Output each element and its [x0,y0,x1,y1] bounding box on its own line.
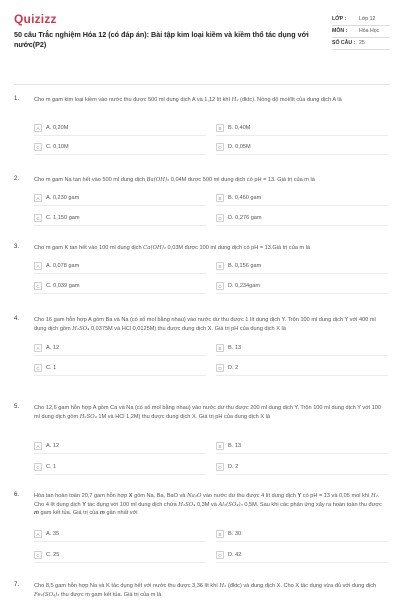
answer-option-d[interactable] [216,213,388,223]
question-text-part: Cho m gam kim loại kiềm vào nước thu được 500 ml dung dịch A và 1,12 lít khí [34,97,232,103]
option-letter-box: B [216,344,224,352]
question-text-part: 1M và HCl 1,2M) thu được dung dịch X. Giá trị pH của dung dịch X là [96,413,270,420]
question-text-part: X [128,493,133,499]
page-title: 50 câu Trắc nghiệm Hóa 12 (có đáp án): Bài tập kim loại kiềm và kiềm thổ tác dụng với nước(P2) [14,30,309,49]
option-letter-box: B [216,124,224,132]
meta-count-label: SỐ CÂU : [332,40,356,46]
question-text-part: 0,04M được 500 ml dung dịch có pH = 13. Giá trị của m là [169,177,315,183]
option-letter-box: B [216,442,224,450]
question-text-part: Ba(OH)₂ [146,177,170,183]
question-text-part: Cho m gam K tan hết vào 100 ml dung dịch [34,245,144,251]
option-letter-box: D [216,463,224,471]
option-text: D. 0,276 gam [228,215,262,221]
answer-option-b[interactable] [216,193,388,203]
question-text-part: 0,3M và [195,501,219,508]
question-text-part: tác dụng với 100 ml dung dịch chứa [85,501,179,508]
answer-option-c[interactable] [34,550,206,560]
option-underline [216,154,388,155]
question-text-part: Fe₂(SO₄)₃ [34,591,60,598]
question-text-part: 0,5M. Sau khi các phản ứng xảy ra hoàn toàn thu được [242,501,382,508]
option-text: C. 1,150 gam [46,215,80,221]
answer-option-a[interactable] [34,343,206,353]
answer-option-b[interactable] [216,261,388,271]
option-letter-box: C [34,364,42,372]
question-text-part: gần nhất với [104,510,138,516]
option-text: D. 0,05M [228,144,251,150]
option-underline [216,225,388,226]
question-text-part: Hòa tan hoàn toàn 20,7 gam hỗn hợp [34,493,129,499]
option-underline [216,375,388,376]
answer-option-b[interactable] [216,343,388,353]
question-number: 1. [14,96,20,102]
question-text-part: Cho m gam Na tan hết vào 500 ml dung dịch [34,177,147,183]
answer-option-a[interactable] [34,123,206,133]
meta-count-value: 25 [359,40,365,46]
quizizz-logo: Quizizz [14,12,57,26]
option-letter-box: B [216,194,224,202]
option-underline [34,355,206,356]
meta-class-row [332,14,390,26]
option-text: C. 1 [46,365,57,371]
question-number: 5. [14,404,20,410]
answer-option-c[interactable] [34,363,206,373]
answer-option-c[interactable] [34,462,206,472]
answer-option-d[interactable] [216,142,388,152]
question-text-part: m [34,510,39,516]
question-text [34,582,388,599]
option-underline [216,205,388,206]
question-text-part: Na₂O [186,493,202,499]
question-text-part: vào nước dư thu được 4 lít dung dịch [201,493,298,499]
option-text: D. 2 [228,365,239,371]
option-underline [216,562,388,563]
question-text-part: 0,03M được 100 ml dung dịch có pH = 13.Giá trị của m là [165,245,311,251]
answer-option-a[interactable] [34,529,206,539]
question-text-part: Y [82,501,86,508]
question-text-part: H₂SO₄ [72,325,90,332]
option-underline [34,375,206,376]
question-text-part: gồm Na, Ba, BaO và [132,493,187,499]
meta-subject-value: Hóa Học [359,28,380,34]
option-underline [34,225,206,226]
answer-option-b[interactable] [216,123,388,133]
question-text-part: Cho 8,5 gam hỗn hợp Na và K tác dụng hết với nước thu được 3,36 lít khí [34,583,220,589]
question-text-part: Y [297,493,302,499]
option-text: A. 0,230 gam [46,195,80,201]
answer-option-c[interactable] [34,281,206,291]
question-number: 6. [14,492,20,498]
option-letter-box: D [216,551,224,559]
question-text-part: (đktc) và dung dịch X. Cho X tác dụng vừa đủ với dung dịch [226,583,377,589]
option-text: B. 13 [228,443,242,449]
option-underline [216,135,388,136]
option-text: C. 1 [46,464,57,470]
option-text: B. 30 [228,531,242,537]
answer-option-d[interactable] [216,363,388,373]
option-underline [216,474,388,475]
option-underline [34,453,206,454]
option-text: C. 25 [46,552,60,558]
question-text-part: Al₂(SO₄)₃ [218,501,243,508]
option-letter-box: C [34,143,42,151]
option-letter-box: C [34,214,42,222]
question-text [34,492,388,518]
option-text: A. 0,078 gam [46,263,80,269]
answer-option-c[interactable] [34,142,206,152]
question-text-part: (đktc). Nồng độ mol/lít của dung dịch A là [238,97,342,103]
option-text: C. 0,039 gam [46,283,80,289]
question-text-part: H₂ [371,493,378,499]
option-letter-box: A [34,344,42,352]
question-text-part: H₂ [219,583,227,589]
option-text: A. 0,20M [46,125,69,131]
question-text-part: 0,0375M và HCl 0,0125M) thu được dung dịch X. Giá trị pH của dung dịch X là [89,325,286,332]
question-text-part: H [231,97,237,103]
question-number: 4. [14,316,20,322]
quiz-meta [332,14,390,50]
meta-class-value: Lớp 12 [359,16,376,22]
answer-option-b[interactable] [216,529,388,539]
answer-option-a[interactable] [34,261,206,271]
option-letter-box: A [34,124,42,132]
question-number: 2. [14,176,20,182]
question-text-part: thu được m gam kết tủa. Giá trị của m là [59,591,162,598]
question-text-part: có pH = 13 và 0,05 mol khí [301,493,372,499]
answer-option-d[interactable] [216,550,388,560]
meta-count-row [332,38,390,50]
option-underline [34,135,206,136]
option-letter-box: A [34,530,42,538]
answer-option-a[interactable] [34,193,206,203]
question-text [34,316,388,333]
option-text: B. 0,40M [228,125,251,131]
question-text-part: H₂SO₄ [178,501,196,508]
option-underline [34,474,206,475]
answer-option-c[interactable] [34,213,206,223]
option-underline [216,273,388,274]
question-text-part: Cho 16 gam hỗn hợp A gồm Ba và Na (có số mol bằng nhau) vào nước dư thu được 1 lít dung dịch Y. Trộn 100 ml dung dịch Y với 400 ml dung dịch gồm [34,317,376,332]
question-text-part: . Cho 4 lít dung dịch [34,493,380,508]
question-text-part: H₂SO₄ [79,413,97,420]
question-text-part: Ca(OH)₂ [143,245,166,251]
option-underline [216,355,388,356]
option-underline [34,562,206,563]
option-letter-box: C [34,551,42,559]
option-text: A. 12 [46,345,60,351]
option-underline [34,154,206,155]
option-letter-box: B [216,262,224,270]
option-underline [216,453,388,454]
option-text: B. 13 [228,345,242,351]
option-letter-box: D [216,364,224,372]
option-text: B. 0,156 gam [228,263,262,269]
answer-option-b[interactable] [216,441,388,451]
question-text [34,176,388,185]
question-text-part: gam kết tủa. Giá trị của [38,510,100,516]
option-letter-box: A [34,442,42,450]
question-number: 7. [14,582,20,588]
option-underline [34,273,206,274]
option-underline [216,541,388,542]
option-letter-box: B [216,530,224,538]
meta-class-label: LỚP : [332,16,347,22]
meta-subject-label: MÔN : [332,28,348,34]
question-text-part: ₂ [236,97,239,103]
option-letter-box: C [34,463,42,471]
option-text: D. 42 [228,552,242,558]
question-text [34,404,388,421]
option-letter-box: A [34,194,42,202]
option-letter-box: D [216,214,224,222]
answer-option-a[interactable] [34,441,206,451]
question-text [34,244,388,253]
option-text: A. 12 [46,443,60,449]
option-text: D. 0,234gam [228,283,261,289]
meta-subject-row [332,26,390,38]
option-text: D. 2 [228,464,239,470]
option-letter-box: D [216,143,224,151]
question-text-part: Cho 12,6 gam hỗn hợp A gồm Ca và Na (có số mol bằng nhau) vào nước dư thu được 200 ml dung dịch Y. Trộn 100 ml dung dịch Y với 100 ml dung dịch gồm [34,405,382,420]
option-underline [34,541,206,542]
option-letter-box: C [34,282,42,290]
option-underline [34,205,206,206]
header-divider [14,84,390,85]
option-text: C. 0,10M [46,144,69,150]
answer-option-d[interactable] [216,281,388,291]
answer-option-d[interactable] [216,462,388,472]
option-letter-box: D [216,282,224,290]
question-number: 3. [14,244,20,250]
option-underline [216,293,388,294]
option-letter-box: A [34,262,42,270]
option-underline [34,293,206,294]
question-text-part: m [99,510,105,516]
option-text: B. 0,460 gam [228,195,262,201]
option-text: A. 35 [46,531,60,537]
question-text [34,96,388,105]
